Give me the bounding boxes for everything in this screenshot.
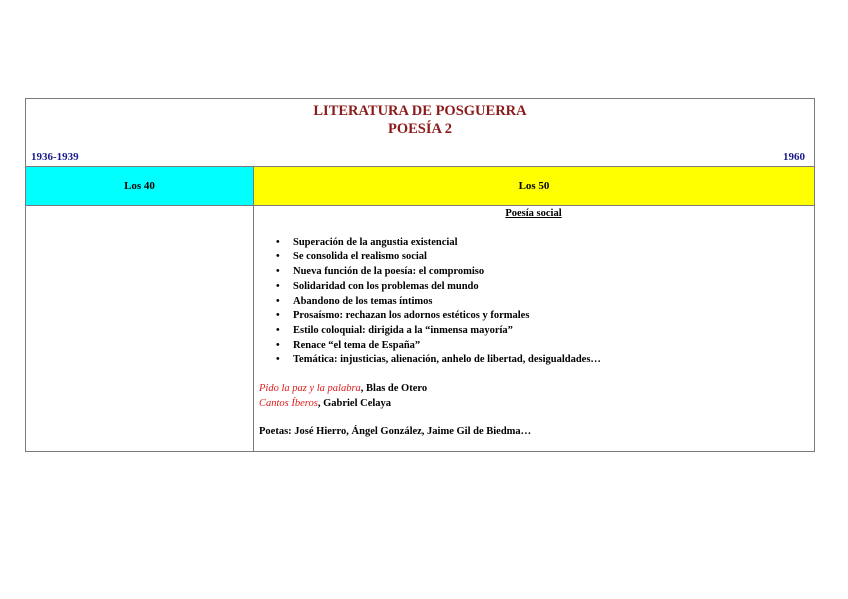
column-header-label: Los 50: [518, 180, 550, 192]
column-header-los-50: [253, 166, 814, 206]
title-line-1: LITERATURA DE POSGUERRA: [313, 103, 527, 119]
list-item: • Renace “el tema de España”: [293, 339, 808, 354]
list-item: • Solidaridad con los problemas del mundo: [293, 280, 808, 295]
section-title: Poesía social: [505, 208, 562, 219]
list-item: • Se consolida el realismo social: [293, 250, 808, 265]
column-header-label: Los 40: [124, 180, 155, 192]
list-item: • Prosaísmo: rechazan los adornos estéticos y formales: [293, 309, 808, 324]
page-title: [26, 102, 814, 138]
work-entry: [259, 382, 808, 397]
table-frame: [25, 98, 815, 452]
feature-list: [259, 236, 808, 368]
works-list: [259, 382, 808, 411]
year-start: 1936-1939: [31, 151, 79, 163]
work-title: Pido la paz y la palabra: [259, 383, 361, 395]
column-divider: [253, 206, 254, 451]
work-author: , Gabriel Celaya: [317, 397, 392, 409]
list-item: • Estilo coloquial: dirigida a la “inmensa mayoría”: [293, 324, 808, 339]
list-item: • Superación de la angustia existencial: [293, 236, 808, 251]
title-line-2: POESÍA 2: [387, 121, 453, 137]
work-author: , Blas de Otero: [360, 383, 428, 395]
work-entry: [259, 397, 808, 412]
column-header-los-40: [26, 166, 253, 206]
list-item: • Nueva función de la poesía: el compromiso: [293, 265, 808, 280]
work-title: Cantos Íberos: [259, 397, 318, 409]
list-item: • Abandono de los temas íntimos: [293, 295, 808, 310]
los-50-content: [259, 207, 808, 440]
list-item: • Temática: injusticias, alienación, anhelo de libertad, desigualdades…: [293, 353, 808, 368]
year-end: 1960: [783, 151, 805, 163]
poets-line: Poetas: José Hierro, Ángel González, Jaime Gil de Biedma…: [259, 426, 532, 438]
